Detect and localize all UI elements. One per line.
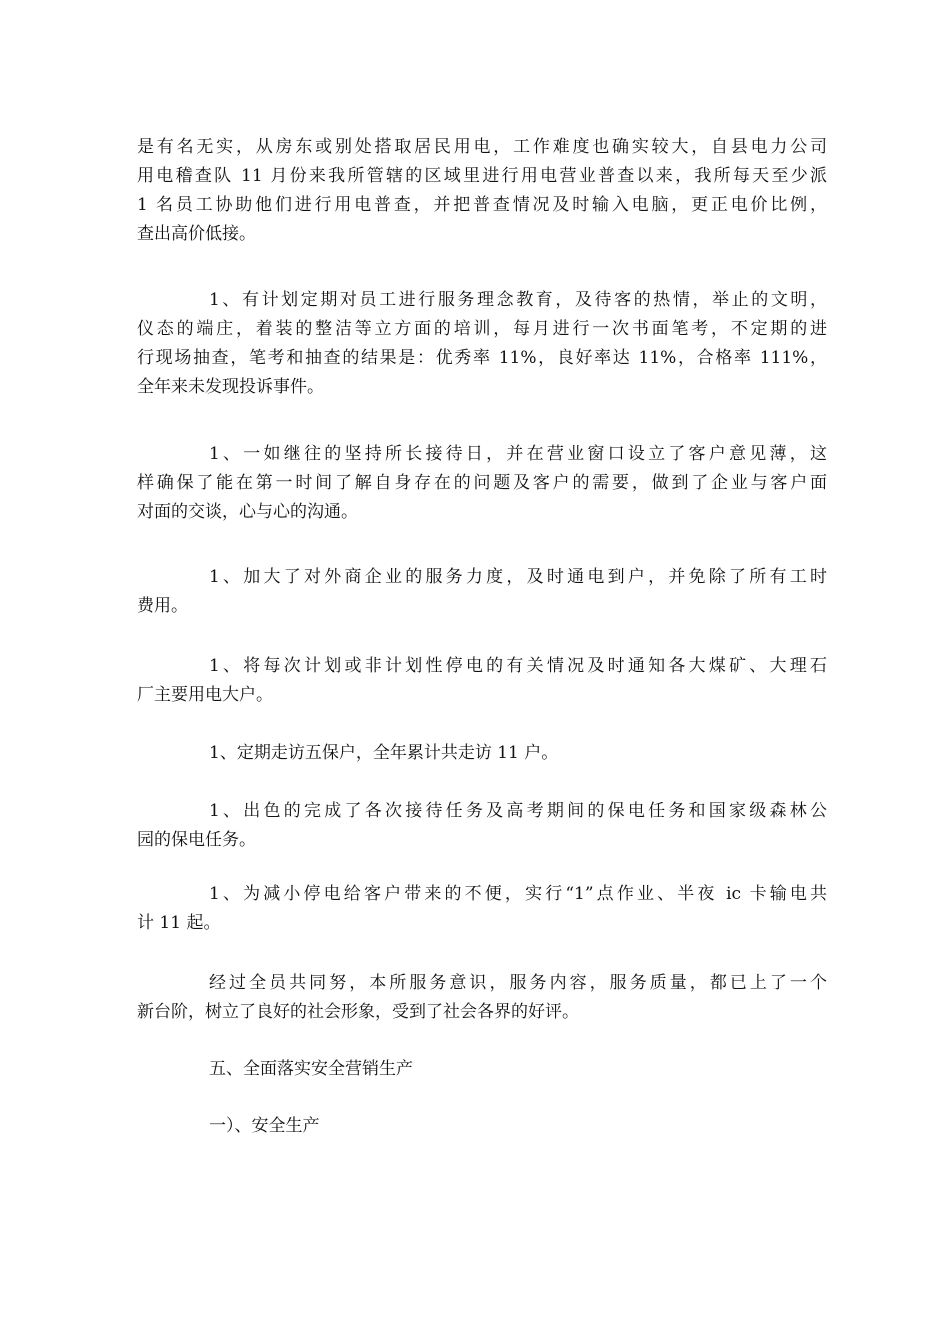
paragraph-6 [137,739,827,768]
text-line: 园的保电任务。 [137,830,256,850]
text-line: 全年来未发现投诉事件。 [137,377,324,397]
paragraph-8 [137,880,827,938]
text-line: 1、定期走访五保户，全年累计共走访 11 户。 [209,743,559,763]
text-line: 是有名无实，从房东或别处搭取居民用电，工作难度也确实较大，自县电力公司 [137,137,827,157]
text-line: 行现场抽查，笔考和抽查的结果是：优秀率 11%，良好率达 11%，合格率 111%， [137,348,827,368]
paragraph-5 [137,652,827,710]
text-line: 仪态的端庄，着装的整洁等立方面的培训，每月进行一次书面笔考，不定期的进 [137,319,827,339]
paragraph-9 [137,969,827,1027]
text-line: 厂主要用电大户。 [137,685,273,705]
section-heading [137,1055,827,1084]
text-line: 1、加大了对外商企业的服务力度，及时通电到户，并免除了所有工时 [209,567,827,587]
text-line: 费用。 [137,596,188,616]
paragraph-2 [137,286,827,402]
text-line: 1 名员工协助他们进行用电普查，并把普查情况及时输入电脑，更正电价比例， [137,195,827,215]
text-line: 1、出色的完成了各次接待任务及高考期间的保电任务和国家级森林公 [209,801,827,821]
subsection-heading [137,1112,827,1141]
paragraph-7 [137,797,827,855]
text-line: 一）、安全生产 [209,1116,320,1136]
text-line: 用电稽查队 11 月份来我所管辖的区域里进行用电营业普查以来，我所每天至少派 [137,166,827,186]
text-line: 对面的交谈，心与心的沟通。 [137,502,358,522]
text-line: 1、一如继往的坚持所长接待日，并在营业窗口设立了客户意见薄，这 [209,444,827,464]
text-line: 样确保了能在第一时间了解自身存在的问题及客户的需要，做到了企业与客户面 [137,473,827,493]
text-line: 五、全面落实安全营销生产 [209,1059,413,1079]
text-line: 计 11 起。 [137,913,221,933]
paragraph-3 [137,440,827,527]
text-line: 1、将每次计划或非计划性停电的有关情况及时通知各大煤矿、大理石 [209,656,827,676]
text-line: 新台阶，树立了良好的社会形象，受到了社会各界的好评。 [137,1002,579,1022]
text-line: 1、有计划定期对员工进行服务理念教育，及待客的热情，举止的文明， [209,290,827,310]
text-line: 经过全员共同努，本所服务意识，服务内容，服务质量，都已上了一个 [209,973,827,993]
text-line: 查出高价低接。 [137,224,256,244]
paragraph-1 [137,133,827,249]
text-line: 1、为减小停电给客户带来的不便，实行“1”点作业、半夜 ic 卡输电共 [209,884,827,904]
paragraph-4 [137,563,827,621]
